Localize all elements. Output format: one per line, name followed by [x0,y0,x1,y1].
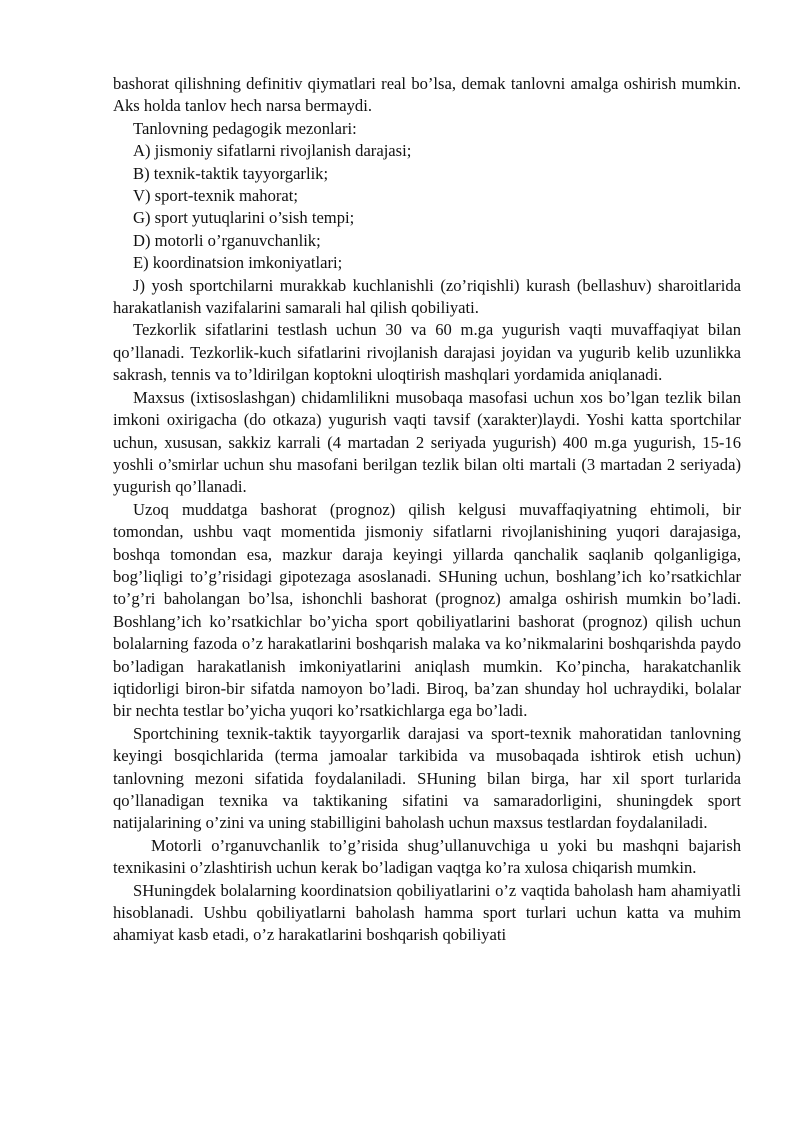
list-item-j: J) yosh sportchilarni murakkab kuchlanishli (zo’riqishli) kurash (bellashuv) sharoitlarida harakatlanish vazifalarini samarali hal qilish qobiliyati. [113,275,741,318]
document-page [113,73,741,947]
list-item-d: D) motorli o’rganuvchanlik; [133,230,321,250]
paragraph-long-term-prognosis: Uzoq muddatga bashorat (prognoz) qilish kelgusi muvaffaqiyatning ehtimoli, bir tomondan, ushbu vaqt momentida jismoniy sifatlarni rivojlanishining yuqori darajasiga, boshqa tomondan esa, mazkur daraja keyingi yillarda qanchalik saqlanib qolganligiga, bog’liqligi to’g’risidagi gipotezaga asoslanadi. SHuning uchun, boshlang’ich ko’rsatkichlar to’g’ri baholangan bo’lsa, ishonchli bashorat (prognoz) amalga oshirish mumkin bo’ladi. Boshlang’ich ko’rsatkichlar bo’yicha sport qobiliyatlarini bashorat (prognoz) qilish uchun bolalarning fazoda o’z harakatlarini boshqarish malaka va ko’nikmalarini boshqarishda paydo bo’ladigan harakatlanish imkoniyatlarini aniqlash mumkin. Ko’pincha, harakatchanlik iqtidorligi biron-bir sifatda namoyon bo’ladi. Biroq, ba’zan shunday hol uchraydiki, bolalar bir nechta testlar bo’yicha yuqori ko’rsatkichlarga ega bo’ladi. [113,499,741,721]
paragraph-coordination: SHuningdek bolalarning koordinatsion qobiliyatlarini o’z vaqtida baholash ham ahamiyatli hisoblanadi. Ushbu qobiliyatlarni baholash hamma sport turlari uchun katta va muhim ahamiyat kasb etadi, o’z harakatlarini boshqarish qobiliyati [113,880,741,945]
list-item-g: G) sport yutuqlarini o’sish tempi; [133,208,355,228]
list-item-b: B) texnik-taktik tayyorgarlik; [133,163,329,183]
paragraph-technical-tactical: Sportchining texnik-taktik tayyorgarlik darajasi va sport-texnik mahoratidan tanlovning keyingi bosqichlarida (terma jamoalar tarkibida va musobaqada ishtirok etish uchun) tanlovning mezoni sifatida foydalaniladi. SHuning bilan birga, har xil sport turlarida qo’llanadigan texnika va taktikaning sifatini va samaradorligini, shuningdek sport natijalarining o’zini va uning stabilligini baholash uchun maxsus testlardan foydalaniladi. [113,723,741,833]
paragraph-continuation: bashorat qilishning definitiv qiymatlari real bo’lsa, demak tanlovni amalga oshirish mumkin. Aks holda tanlov hech narsa bermaydi. [113,74,741,116]
paragraph-speed-testing: Tezkorlik sifatlarini testlash uchun 30 va 60 m.ga yugurish vaqti muvaffaqiyat bilan qo’llanadi. Tezkorlik-kuch sifatlarini rivojlanish darajasi joyidan va yugurib kelib uzunlikka sakrash, tennis va to’ldirilgan koptokni uloqtirish mashqlari yordamida aniqlanadi. [113,320,741,385]
list-item-a: A) jismoniy sifatlarni rivojlanish darajasi; [133,141,412,161]
list-item-v: V) sport-texnik mahorat; [133,186,298,206]
paragraph-motor-learning: Motorli o’rganuvchanlik to’g’risida shug’ullanuvchiga u yoki bu mashqni bajarish texnikasini o’zlashtirish uchun kerak bo’ladigan vaqtga ko’ra xulosa chiqarish mumkin. [113,835,741,878]
list-item-e: E) koordinatsion imkoniyatlari; [133,253,343,273]
paragraph-criteria-heading: Tanlovning pedagogik mezonlari: [133,118,357,138]
paragraph-endurance: Maxsus (ixtisoslashgan) chidamlilikni musobaqa masofasi uchun xos bo’lgan tezlik bilan imkoni oxirigacha (do otkaza) yugurish vaqti tavsif (xarakter)laydi. Yoshi katta sportchilar uchun, xususan, sakkiz karrali (4 martadan 2 seriyada yugurish) 400 m.ga yugurish, 15-16 yoshli o’smirlar uchun shu masofani berilgan tezlik bilan olti martali (3 martadan 2 seriyada) yugurish qo’llanadi. [113,387,741,497]
